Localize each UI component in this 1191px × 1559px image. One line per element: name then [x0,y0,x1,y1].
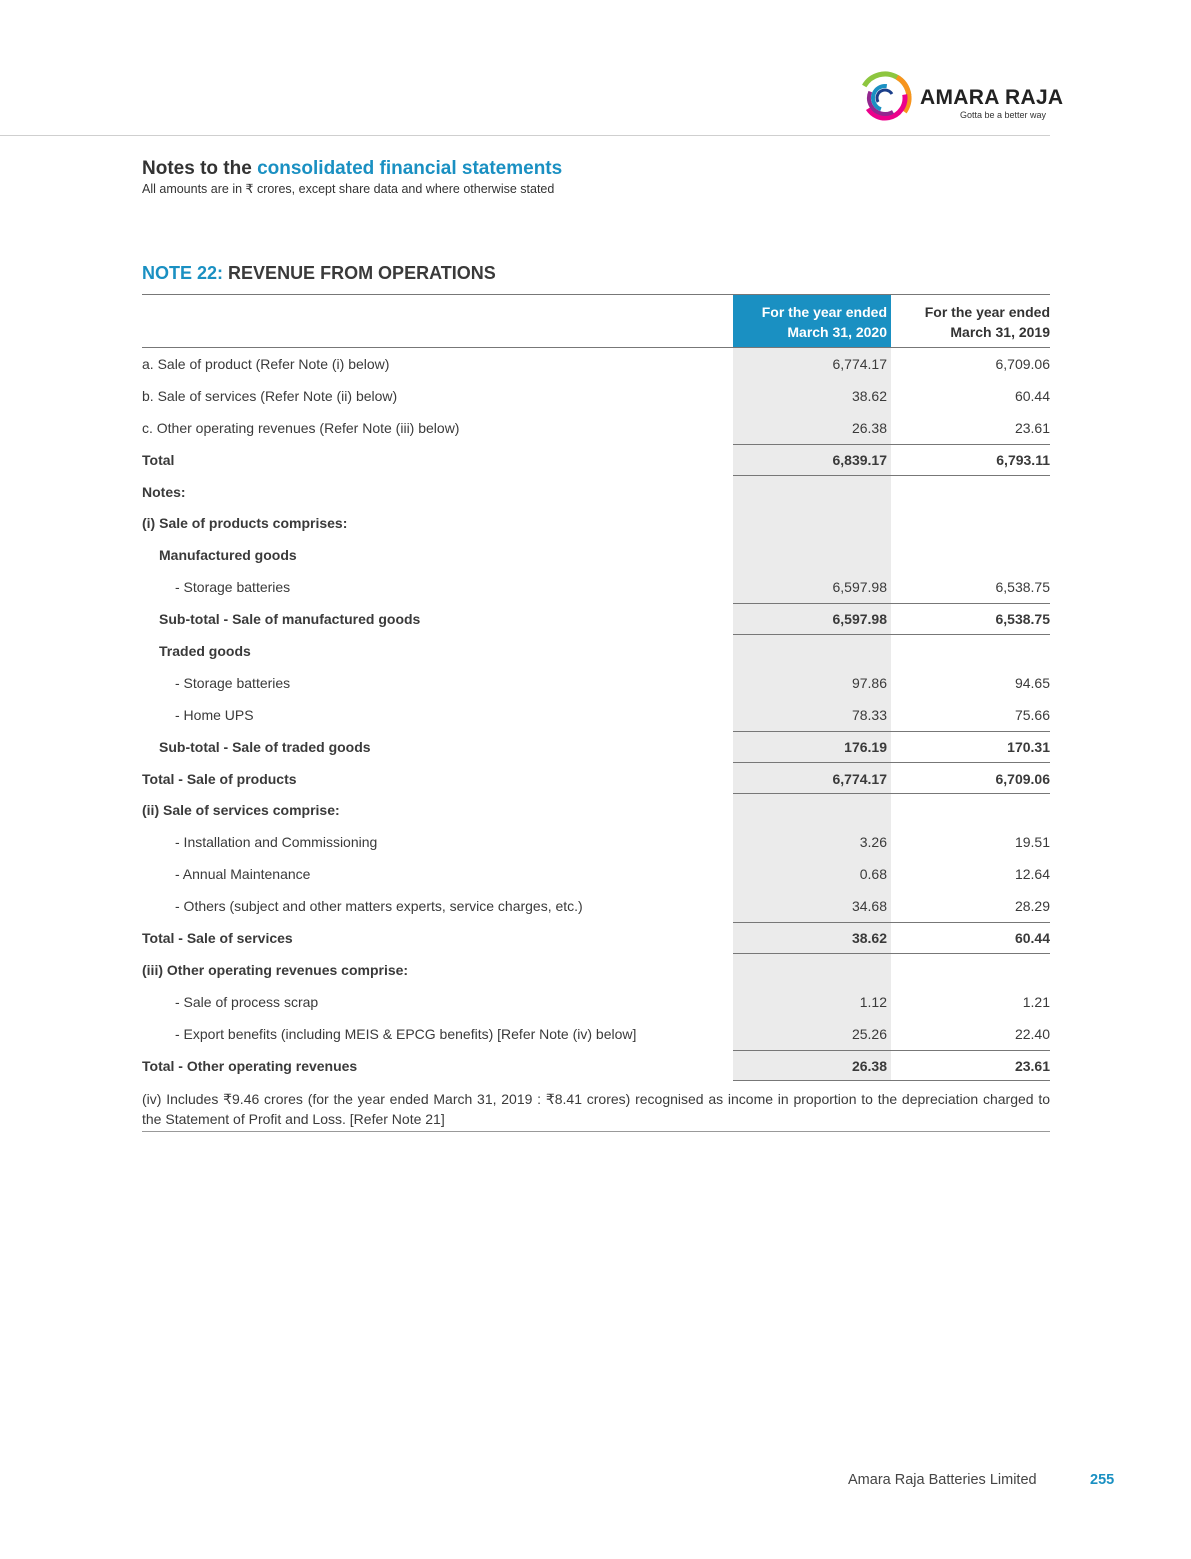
table-row-total [142,922,1050,954]
row-value-2019: 6,709.06 [995,356,1050,372]
row-label: Traded goods [159,643,251,660]
row-label: - Export benefits (including MEIS & EPCG benefits) [Refer Note (iv) below] [175,1025,637,1042]
row-label: Total - Other operating revenues [142,1057,358,1074]
row-label: Total [142,451,175,468]
table-row [142,1018,1050,1050]
table-row [142,667,1050,699]
table-row [142,986,1050,1018]
row-label: b. Sale of services (Refer Note (ii) below) [142,387,398,404]
table-row [142,571,1050,603]
row-value-2020: 6,597.98 [832,611,887,628]
row-label: Sub-total - Sale of traded goods [159,738,371,755]
row-label: Sub-total - Sale of manufactured goods [159,611,421,628]
row-label: Notes: [142,483,186,500]
row-value-2019: 6,538.75 [995,611,1050,628]
row-value-2019: 19.51 [1014,834,1050,851]
row-value-2020: 26.38 [851,419,887,436]
table-row-total [142,1050,1050,1082]
table-row [142,890,1050,922]
table-row [142,380,1050,412]
row-label: - Sale of process scrap [175,993,319,1010]
row-label: a. Sale of product (Refer Note (i) below) [142,356,390,372]
row-value-2019: 22.40 [1014,1025,1050,1042]
table-footnote: (iv) Includes ₹9.46 crores (for the year ended March 31, 2019 : ₹8.41 crores) recognised as income in proportion to the depreciation charged to the Statement of Profit and Loss. [Refer Note 21] [142,1081,1050,1132]
row-value-2020: 6,774.17 [832,770,887,787]
row-label: Total - Sale of products [142,770,297,787]
row-value-2019: 6,709.06 [995,770,1050,787]
row-value-2019: 28.29 [1014,898,1050,915]
table-header [142,295,1050,348]
table-row-heading [142,507,1050,539]
table-row-heading [142,539,1050,571]
row-label: Manufactured goods [159,547,297,564]
row-value-2020: 78.33 [851,706,887,723]
row-value-2019: 1.21 [1022,993,1050,1010]
table-row-heading [142,954,1050,986]
table-row-total [142,444,1050,476]
row-label: - Storage batteries [175,579,291,596]
table-row-subtotal [142,603,1050,635]
table-row [142,412,1050,444]
brand-tagline: Gotta be a better way [960,110,1047,120]
row-value-2019: 75.66 [1014,706,1050,723]
column-header-2019-line1: For the year ended [924,304,1050,320]
table-row [142,858,1050,890]
row-value-2019: 6,538.75 [995,579,1050,596]
row-value-2020: 1.12 [859,993,887,1010]
row-value-2019: 6,793.11 [996,451,1050,468]
page-subheading: All amounts are in ₹ crores, except share data and where otherwise stated [142,182,555,196]
brand-name: AMARA RAJA [920,86,1064,109]
row-label: - Storage batteries [175,674,291,691]
header-divider [0,135,1050,136]
row-value-2020: 3.26 [859,834,887,851]
note-number: NOTE 22: [142,263,224,283]
row-value-2019: 23.61 [1014,419,1050,436]
row-value-2019: 60.44 [1014,930,1050,947]
table-row [142,699,1050,731]
row-value-2019: 23.61 [1014,1057,1050,1074]
table-row-subtotal [142,731,1050,763]
note-title-text: REVENUE FROM OPERATIONS [228,263,496,283]
table-row-heading [142,635,1050,667]
company-logo [858,70,1064,125]
column-header-2019-line2: March 31, 2019 [950,324,1050,340]
column-header-2020 [733,295,891,347]
column-header-2020-line1: For the year ended [761,304,887,320]
row-label: (ii) Sale of services comprise: [142,802,340,819]
row-value-2020: 34.68 [851,898,887,915]
row-label: (iii) Other operating revenues comprise: [142,961,409,978]
row-label: (i) Sale of products comprises: [142,515,348,532]
row-value-2019: 12.64 [1014,866,1050,883]
row-value-2020: 25.26 [851,1025,887,1042]
row-label: - Installation and Commissioning [175,834,378,851]
page-number: 255 [1090,1472,1115,1488]
row-label: - Others (subject and other matters experts, service charges, etc.) [175,898,583,915]
revenue-table [142,294,1050,1132]
table-row-total [142,763,1050,795]
row-value-2020: 26.38 [851,1057,887,1074]
row-value-2020: 38.62 [851,930,887,947]
row-value-2020: 176.19 [844,738,887,755]
row-value-2020: 6,774.17 [832,356,887,372]
row-value-2020: 97.86 [851,674,887,691]
row-value-2020: 38.62 [851,387,887,404]
logo-swirl-icon [858,70,914,125]
column-header-2020-line2: March 31, 2020 [787,324,887,340]
row-value-2020: 0.68 [859,866,887,883]
row-label: Total - Sale of services [142,930,293,947]
row-label: c. Other operating revenues (Refer Note (iii) below) [142,419,460,436]
row-value-2020: 6,839.17 [832,451,887,468]
column-header-2019 [891,295,1050,347]
table-row-heading [142,476,1050,508]
row-value-2019: 170.31 [1007,738,1050,755]
table-row [142,826,1050,858]
note-title [142,263,496,284]
row-value-2020: 6,597.98 [832,579,887,596]
footer-company-name: Amara Raja Batteries Limited [848,1472,1037,1488]
page-heading-accent: consolidated financial statements [257,158,563,179]
row-value-2019: 60.44 [1014,387,1050,404]
table-row-heading [142,794,1050,826]
page-heading-prefix: Notes to the [142,158,258,179]
row-label: - Home UPS [175,706,254,723]
table-row [142,348,1050,380]
page-heading [142,158,562,180]
row-value-2019: 94.65 [1014,674,1050,691]
row-label: - Annual Maintenance [175,866,311,883]
